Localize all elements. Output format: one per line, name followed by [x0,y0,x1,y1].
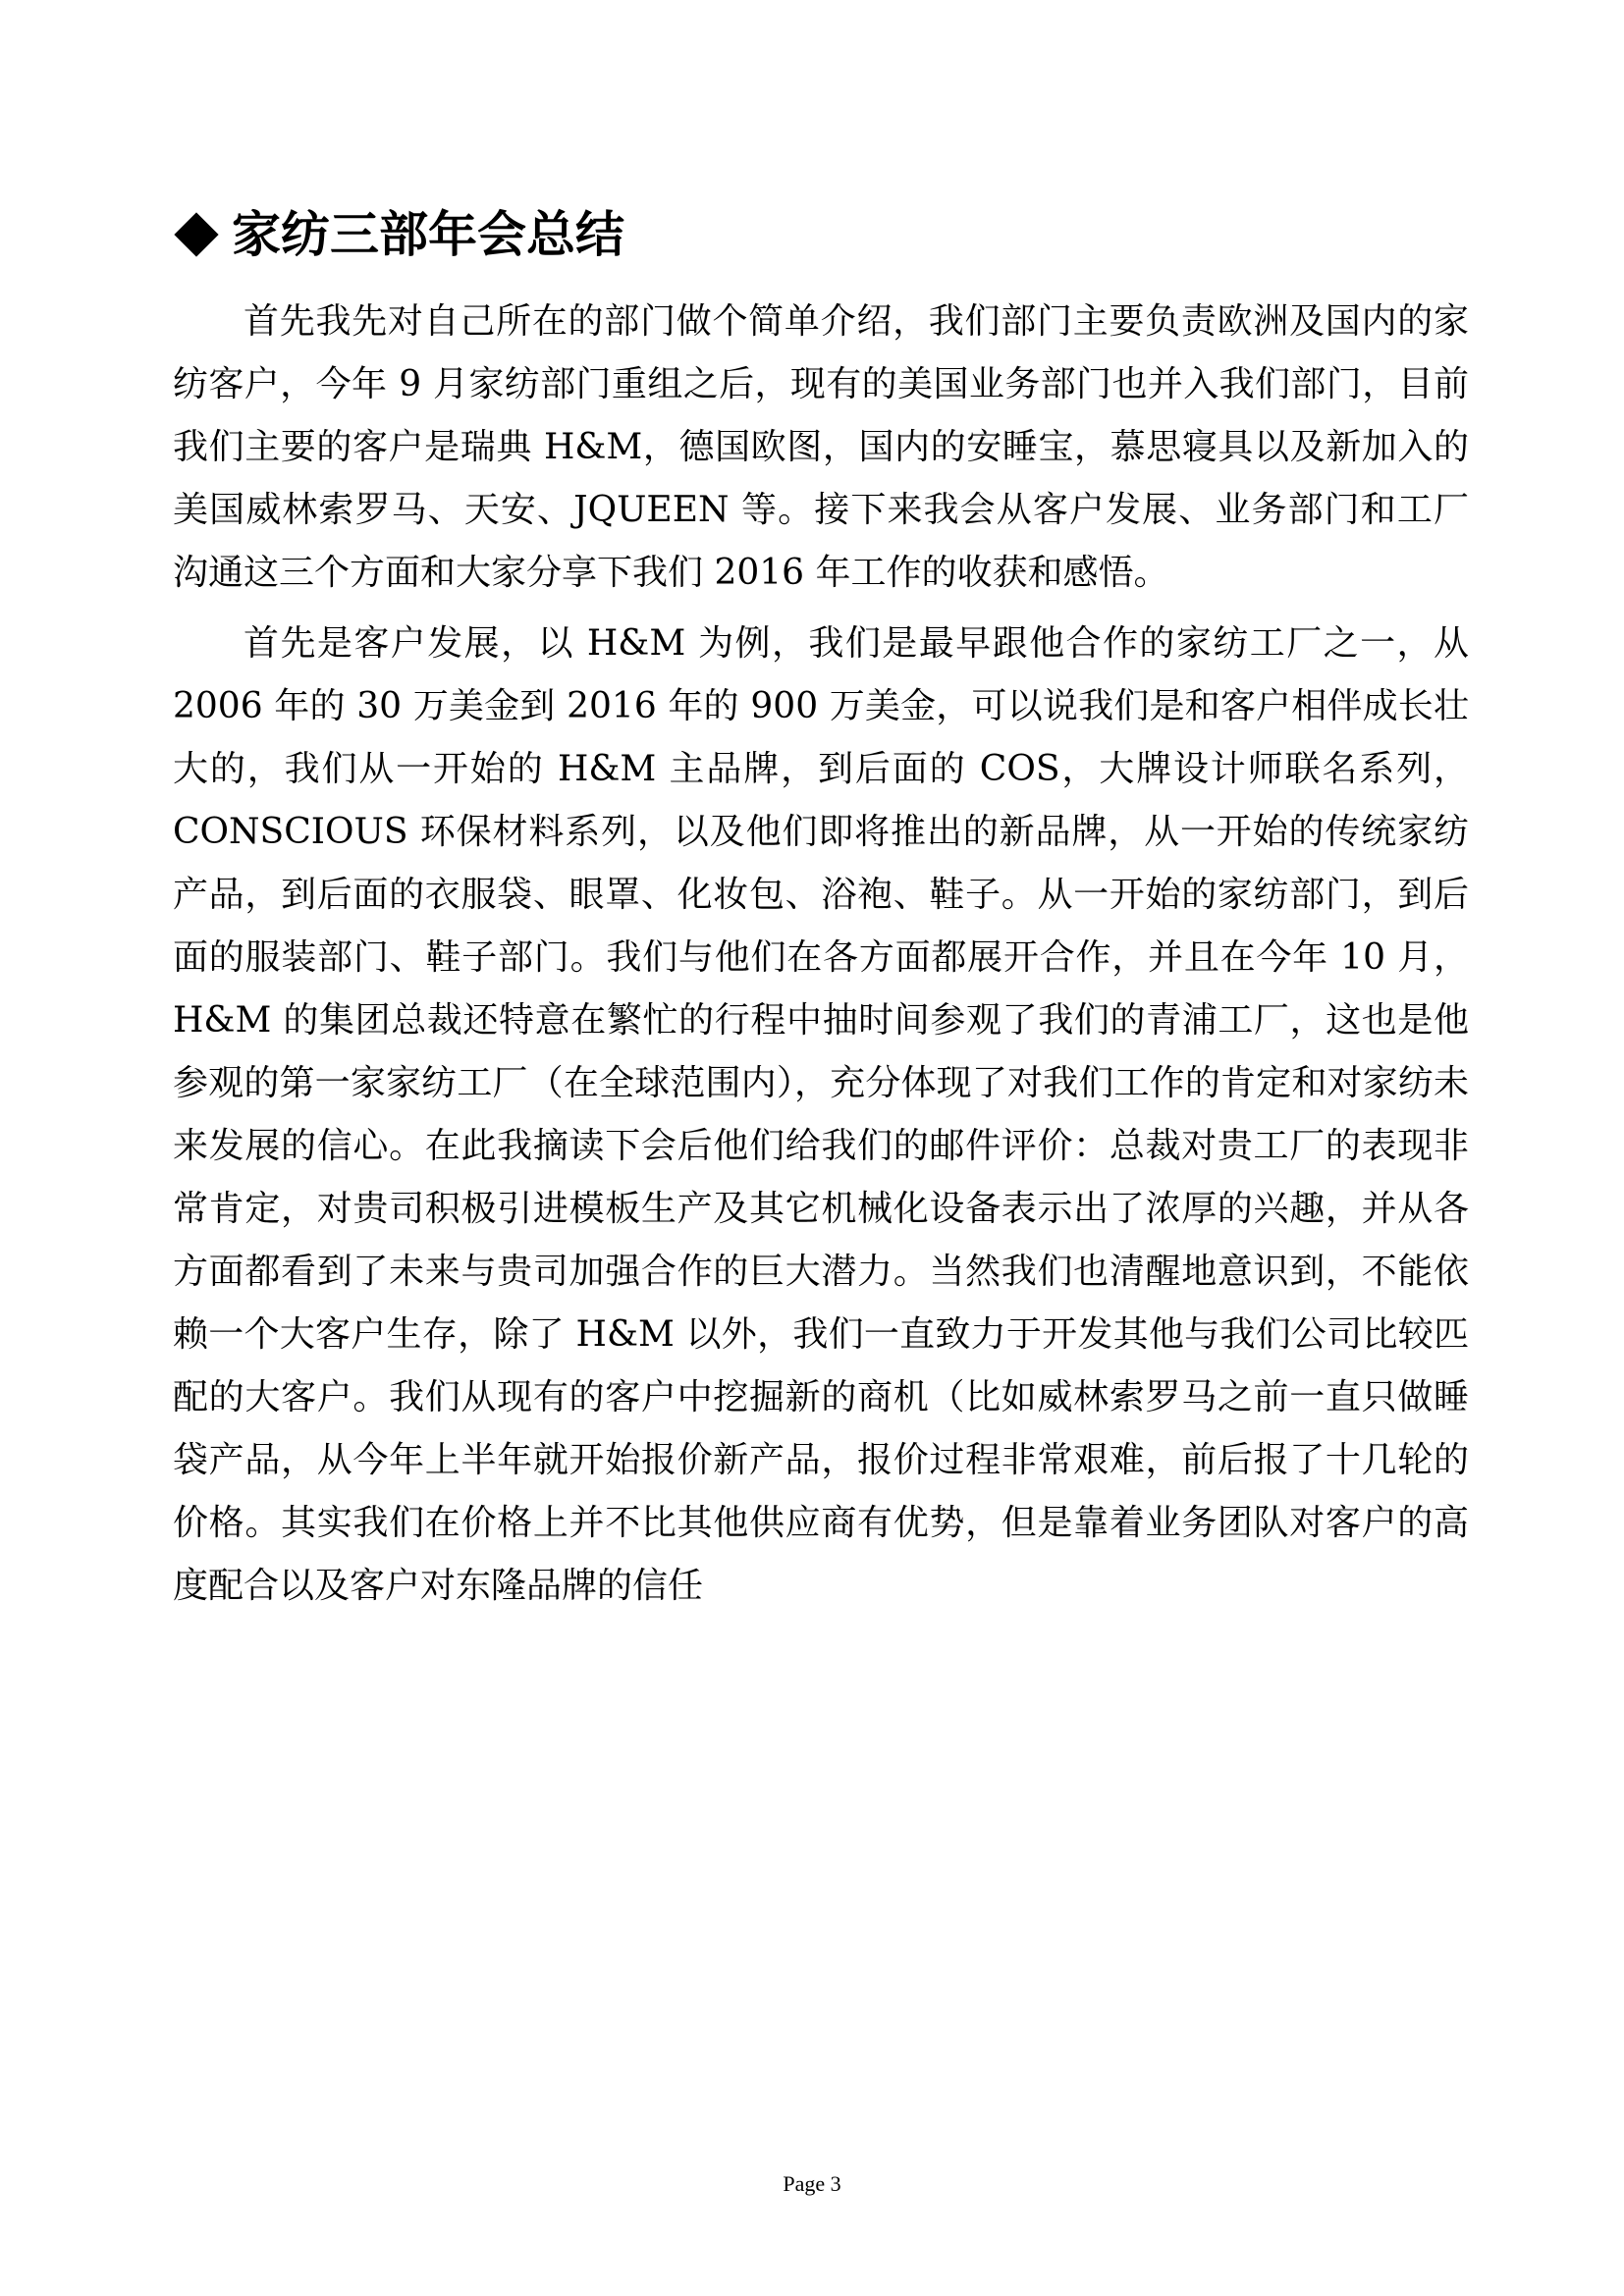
page-number: Page 3 [783,2171,841,2196]
paragraph: 首先我先对自己所在的部门做个简单介绍，我们部门主要负责欧洲及国内的家纺客户，今年 9 月家纺部门重组之后，现有的美国业务部门也并入我们部门，目前我们主要的客户是瑞典 H&M，德国欧图，国内的安睡宝，慕思寝具以及新加入的美国威林索罗马、天安、JQUEEN 等。接下来我会从客户发展、业务部门和工厂沟通这三个方面和大家分享下我们 2016 年工作的收获和感悟。 [173,301,1469,593]
section-heading [173,202,1469,267]
diamond-bullet-icon [174,212,218,256]
body-text [173,291,1469,1626]
paragraph: 首先是客户发展，以 H&M 为例，我们是最早跟他合作的家纺工厂之一，从 2006 年的 30 万美金到 2016 年的 900 万美金，可以说我们是和客户相伴成长壮大的，我们从一开始的 H&M 主品牌，到后面的 COS，大牌设计师联名系列，CONSCIOUS 环保材料系列，以及他们即将推出的新品牌，从一开始的传统家纺产品，到后面的衣服袋、眼罩、化妆包、浴袍、鞋子。从一开始的家纺部门，到后面的服装部门、鞋子部门。我们与他们在各方面都展开合作，并且在今年 10 月，H&M 的集团总裁还特意在繁忙的行程中抽时间参观了我们的青浦工厂，这也是他参观的第一家家纺工厂（在全球范围内），充分体现了对我们工作的肯定和对家纺未来发展的信心。在此我摘读下会后他们给我们的邮件评价：总裁对贵工厂的表现非常肯定，对贵司积极引进模板生产及其它机械化设备表示出了浓厚的兴趣，并从各方面都看到了未来与贵司加强合作的巨大潜力。当然我们也清醒地意识到，不能依赖一个大客户生存，除了 H&M 以外，我们一直致力于开发其他与我们公司比较匹配的大客户。我们从现有的客户中挖掘新的商机（比如威林索罗马之前一直只做睡袋产品，从今年上半年就开始报价新产品，报价过程非常艰难，前后报了十几轮的价格。其实我们在价格上并不比其他供应商有优势，但是靠着业务团队对客户的高度配合以及客户对东隆品牌的信任 [173,623,1469,1606]
section-heading-text: 家纺三部年会总结 [232,206,624,263]
